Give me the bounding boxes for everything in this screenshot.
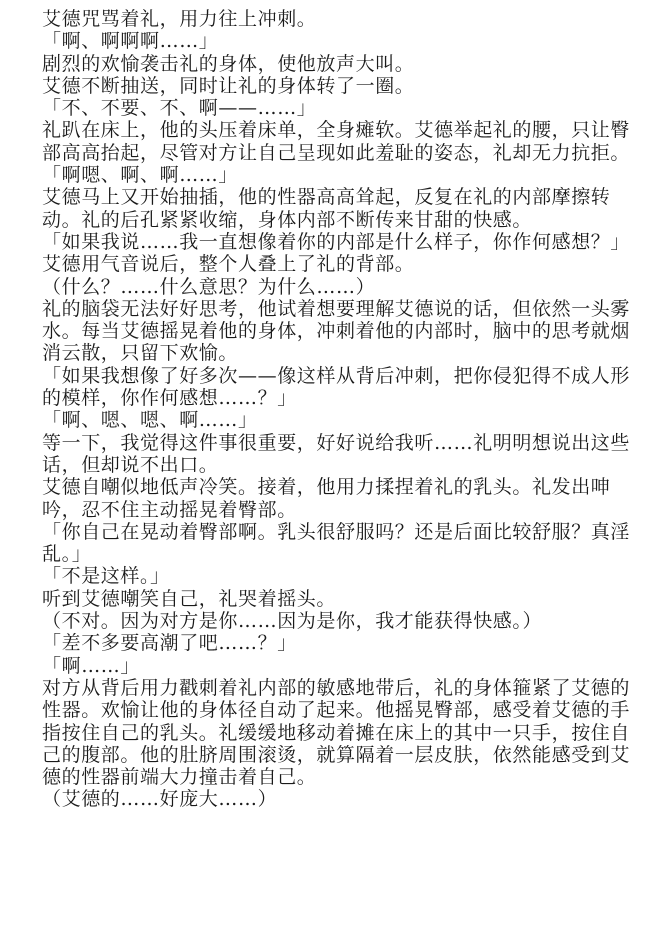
paragraph: 「啊……」 <box>42 654 141 677</box>
paragraph: （艾德的……好庞大……） <box>42 788 278 811</box>
paragraph: 「差不多要高潮了吧……？」 <box>42 632 297 655</box>
paragraph: 听到艾德嘲笑自己，礼哭着摇头。 <box>42 587 337 610</box>
paragraph: 等一下，我觉得这件事很重要，好好说给我听……礼明明想说出这些话，但却说不出口。 <box>42 431 631 476</box>
paragraph: 「不、不要、不、啊——……」 <box>42 97 317 120</box>
paragraph: 「如果我说……我一直想像着你的内部是什么样子，你作何感想？」 <box>42 230 631 253</box>
paragraph: 「如果我想像了好多次——像这样从背后冲刺，把你侵犯得不成人形的模样，你作何感想……？」 <box>42 364 631 410</box>
paragraph: 艾德自嘲似地低声冷笑。接着，他用力揉捏着礼的乳头。礼发出呻吟，忍不住主动摇晃着臀部。 <box>42 476 611 521</box>
paragraph: 「你自己在晃动着臀部啊。乳头很舒服吗？还是后面比较舒服？真淫乱。」 <box>42 520 631 566</box>
paragraph: 对方从背后用力戳刺着礼内部的敏感地带后，礼的身体箍紧了艾德的性器。欢愉让他的身体径自动了起来。他摇晃臀部，感受着艾德的手指按住自己的乳头。礼缓缓地移动着摊在床上的其中一只手，按住自己的腹部。他的肚脐周围滚烫，就算隔着一层皮肤，依然能感受到艾德的性器前端大力撞击着自己。 <box>42 676 631 789</box>
paragraph: 艾德咒骂着礼，用力往上冲刺。 <box>42 8 317 30</box>
paragraph: 剧烈的欢愉袭击礼的身体，使他放声大叫。 <box>42 52 415 75</box>
paragraph: 「啊嗯、啊、啊……」 <box>42 164 239 187</box>
paragraph: 「啊、嗯、嗯、啊……」 <box>42 409 258 432</box>
paragraph: （什么？……什么意思？为什么……） <box>42 275 376 298</box>
paragraph: 礼趴在床上，他的头压着床单，全身瘫软。艾德举起礼的腰，只让臀部高高抬起，尽管对方让自己呈现如此羞耻的姿态，礼却无力抗拒。 <box>42 119 631 164</box>
paragraph: 「不是这样。」 <box>42 565 170 588</box>
paragraph: 礼的脑袋无法好好思考，他试着想要理解艾德说的话，但依然一头雾水。每当艾德摇晃着他的身体，冲刺着他的内部时，脑中的思考就烟消云散，只留下欢愉。 <box>42 297 631 365</box>
paragraph: （不对。因为对方是你……因为是你，我才能获得快感。） <box>42 610 543 633</box>
paragraph: 艾德马上又开始抽插，他的性器高高耸起，反复在礼的内部摩擦转动。礼的后孔紧紧收缩，身体内部不断传来甘甜的快感。 <box>42 186 611 231</box>
paragraph: 艾德不断抽送，同时让礼的身体转了一圈。 <box>42 74 415 97</box>
paragraph: 「啊、啊啊啊……」 <box>42 30 219 53</box>
paragraph: 艾德用气音说后，整个人叠上了礼的背部。 <box>42 253 415 276</box>
